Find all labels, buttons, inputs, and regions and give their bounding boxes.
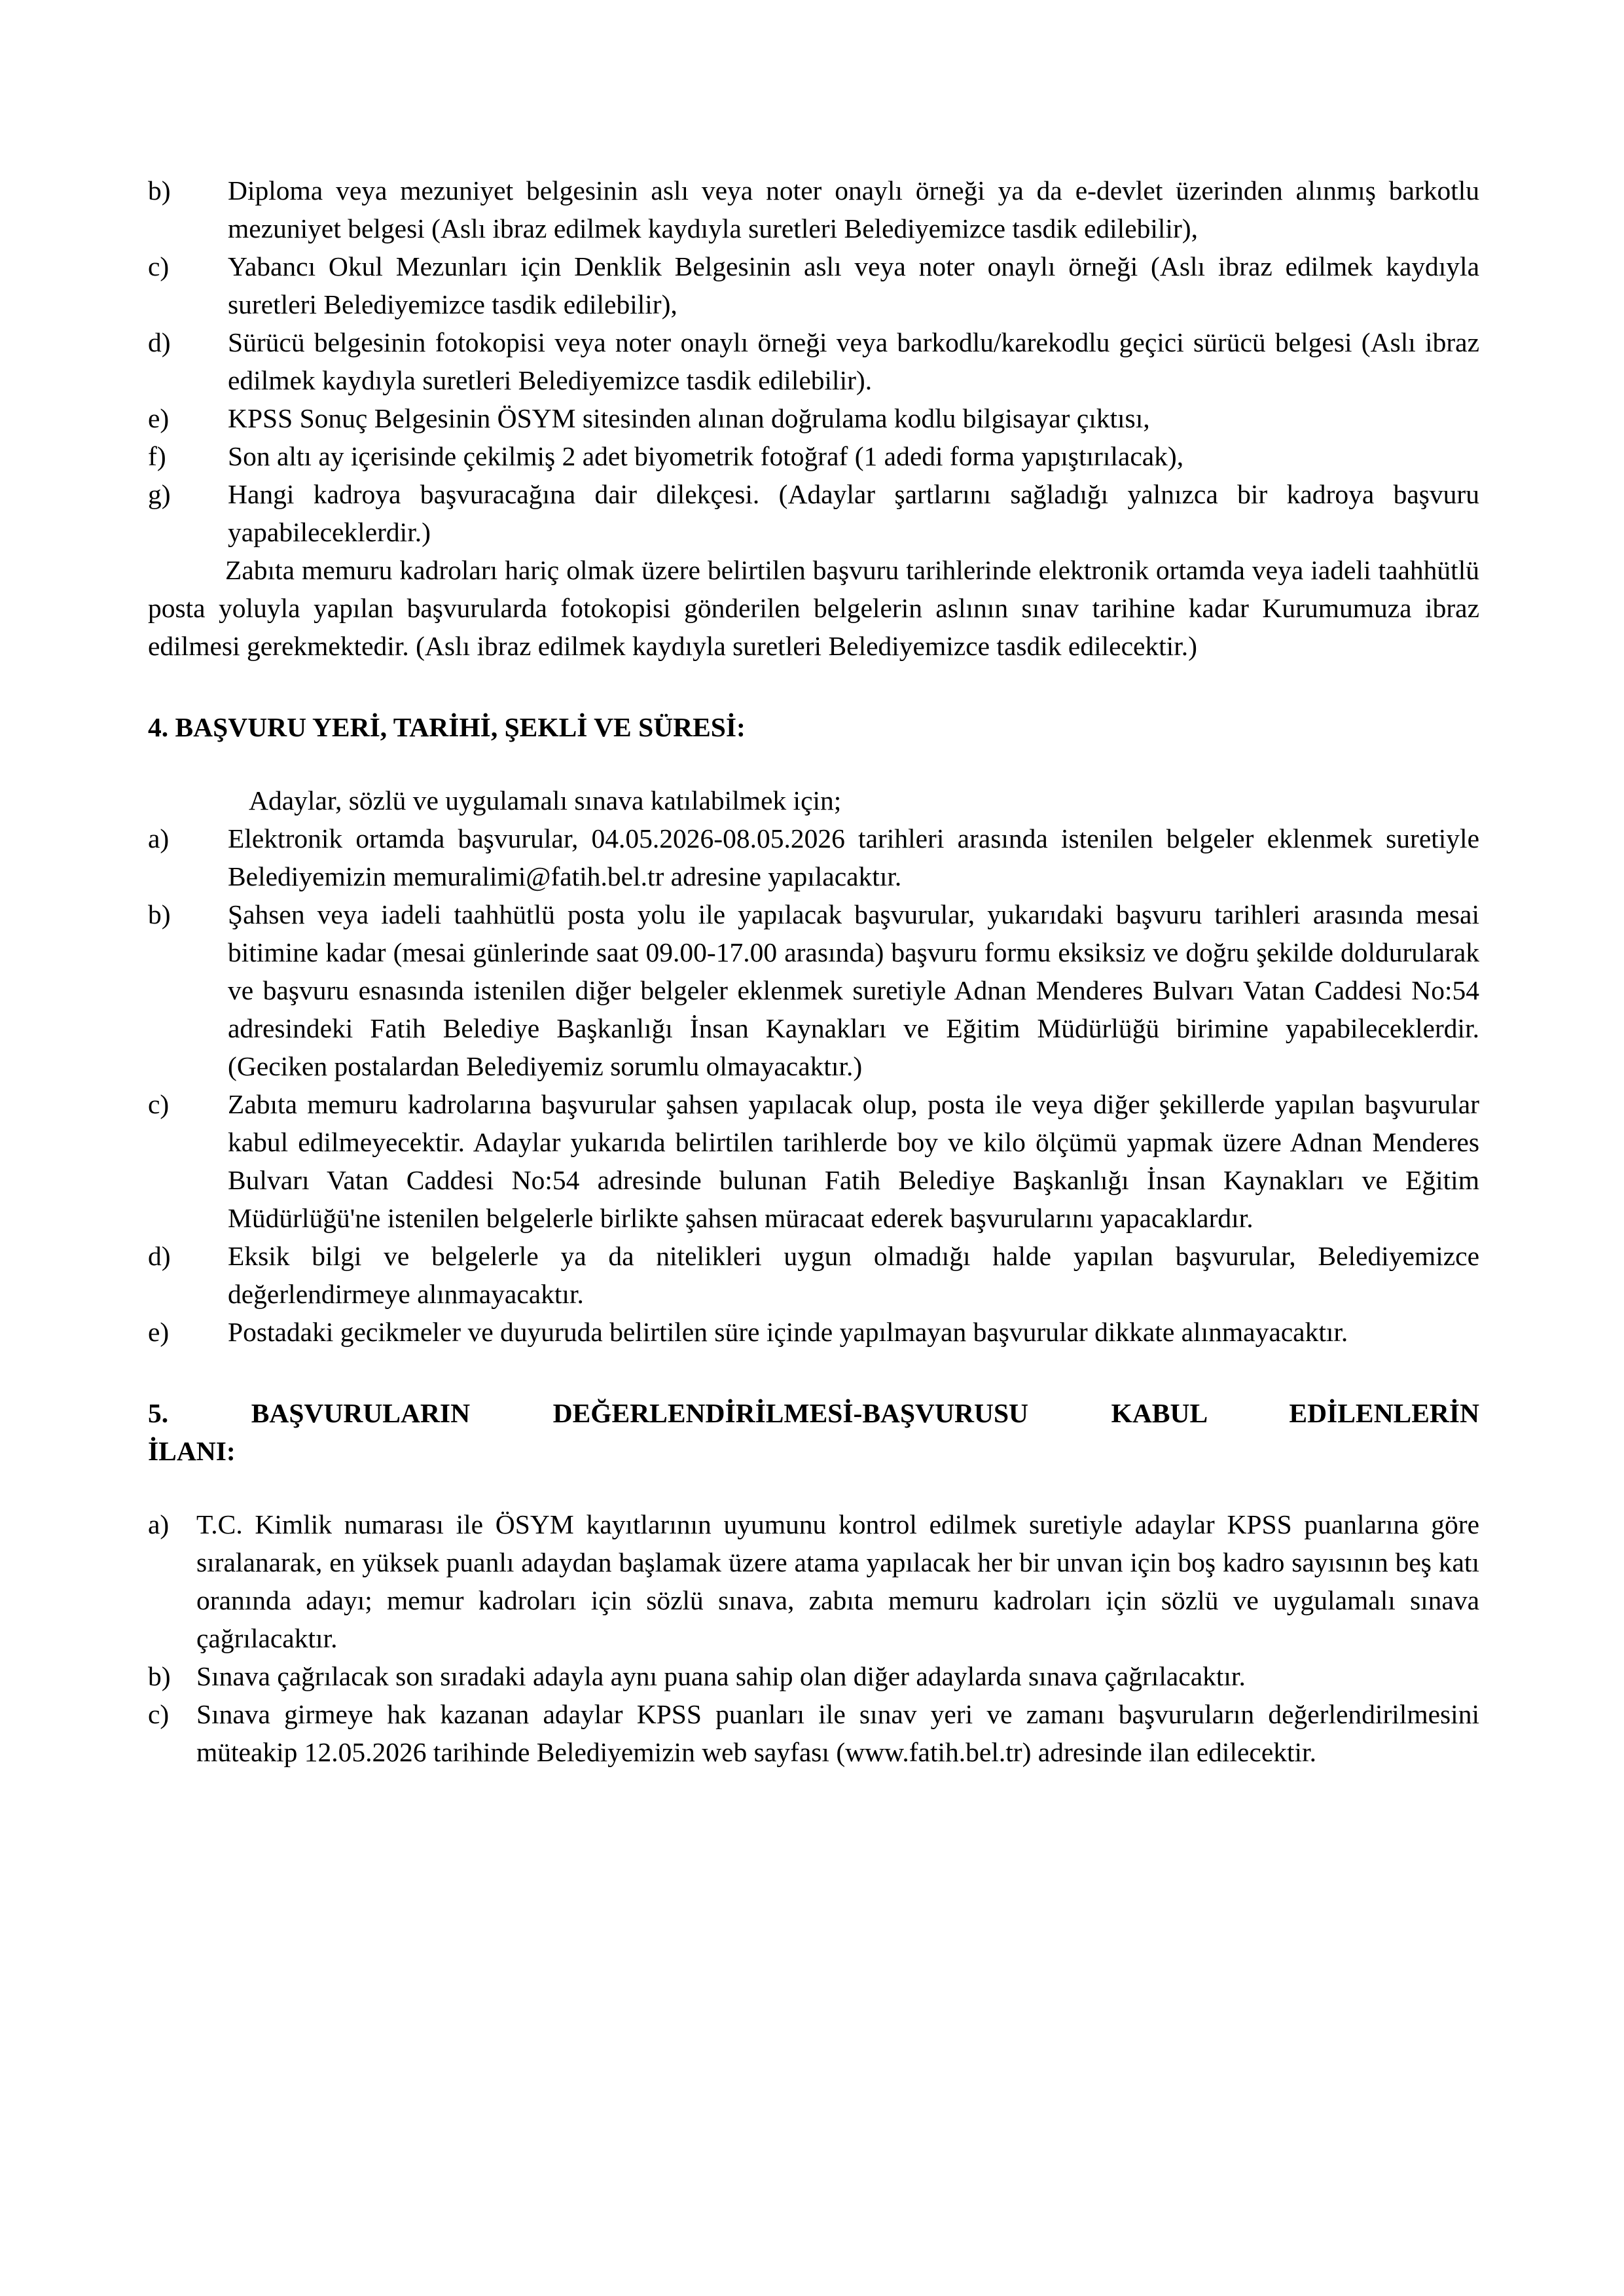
list-item [148,895,1479,1085]
requirements-list [148,171,1479,551]
list-item [148,1313,1479,1351]
list-item [148,171,1479,247]
list-item [148,1505,1479,1657]
list-item [148,1657,1479,1695]
list-marker: d) [148,327,171,357]
list-marker: d) [148,1241,171,1271]
list-marker: b) [148,175,171,206]
list-item [148,1695,1479,1771]
list-marker: e) [148,1317,170,1347]
section-5-heading-line-2: İLANI: [148,1436,236,1466]
list-item-text: Şahsen veya iadeli taahhütlü posta yolu ile yapılacak başvurular, yukarıdaki başvuru tarihleri arasında mesai bitimine kadar (mesai günlerinde saat 09.00-17.00 arasında) başvuru formu eksiksiz ve doğru şekilde doldurularak ve başvuru esnasında istenilen diğer belgeler eklenmek suretiyle Adnan Menderes Bulvarı Vatan Caddesi No:54 adresindeki Fatih Belediye Başkanlığı İnsan Kaynakları ve Eğitim Müdürlüğü birimine yapabileceklerdir. (Geciken postalardan Belediyemiz sorumlu olmayacaktır.) [228,899,1479,1081]
list-item [148,323,1479,399]
list-marker: f) [148,441,166,471]
spacer [148,665,1479,708]
list-item-text: Sınava girmeye hak kazanan adaylar KPSS puanları ile sınav yeri ve zamanı başvuruların değerlendirilmesini müteakip 12.05.2026 tarihinde Belediyemizin web sayfası (www.fatih.bel.tr) adresinde ilan edilecektir. [196,1699,1479,1767]
document-body [148,171,1479,1771]
list-item-text: Son altı ay içerisinde çekilmiş 2 adet biyometrik fotoğraf (1 adedi forma yapıştırılacak), [228,441,1184,471]
list-marker: a) [148,1509,170,1539]
list-item [148,247,1479,323]
list-item [148,1085,1479,1237]
list-marker: b) [148,899,171,929]
list-item-text: Zabıta memuru kadrolarına başvurular şahsen yapılacak olup, posta ile veya diğer şekillerde yapılan başvurular kabul edilmeyecektir. Adaylar yukarıda belirtilen tarihlerde boy ve kilo ölçümü yapmak üzere Adnan Menderes Bulvarı Vatan Caddesi No:54 adresinde bulunan Fatih Belediye Başkanlığı İnsan Kaynakları ve Eğitim Müdürlüğü'ne istenilen belgelerle birlikte şahsen müracaat ederek başvurularını yapacaklardır. [228,1089,1479,1233]
list-marker: a) [148,823,170,853]
requirements-closing-paragraph: Zabıta memuru kadroları hariç olmak üzere belirtilen başvuru tarihlerinde elektronik ortamda veya iadeli taahhütlü posta yoluyla yapılan başvurularda fotokopisi gönderilen belgelerin aslının sınav tarihine kadar Kurumumuza ibraz edilmesi gerekmektedir. (Aslı ibraz edilmek kaydıyla suretleri Belediyemizce tasdik edilecektir.) [148,555,1479,661]
list-item-text: Elektronik ortamda başvurular, 04.05.2026-08.05.2026 tarihleri arasında istenilen belgeler eklenmek suretiyle Belediyemizin memuralimi@fatih.bel.tr adresine yapılacaktır. [228,823,1479,891]
list-marker: g) [148,479,171,509]
list-marker: c) [148,1699,170,1729]
list-item-text: Eksik bilgi ve belgelerle ya da nitelikleri uygun olmadığı halde yapılan başvurular, Belediyemizce değerlendirmeye alınmayacaktır. [228,1241,1479,1309]
list-item-text: Sürücü belgesinin fotokopisi veya noter onaylı örneği veya barkodlu/karekodlu geçici sürücü belgesi (Aslı ibraz edilmek kaydıyla suretleri Belediyemizce tasdik edilebilir). [228,327,1479,395]
list-item-text: Hangi kadroya başvuracağına dair dilekçesi. (Adaylar şartlarını sağladığı yalnızca bir kadroya başvuru yapabileceklerdir.) [228,479,1479,547]
list-marker: e) [148,403,170,433]
list-item-text: KPSS Sonuç Belgesinin ÖSYM sitesinden alınan doğrulama kodlu bilgisayar çıktısı, [228,403,1150,433]
section-4-lead: Adaylar, sözlü ve uygulamalı sınava katılabilmek için; [249,785,842,816]
list-item-text: Sınava çağrılacak son sıradaki adayla aynı puana sahip olan diğer adaylarda sınava çağrılacaktır. [196,1661,1246,1691]
list-marker: b) [148,1661,171,1691]
spacer [148,1351,1479,1394]
section-5-list [148,1505,1479,1771]
list-marker: c) [148,1089,170,1119]
list-item [148,399,1479,437]
section-5-heading [148,1394,1479,1470]
list-item [148,819,1479,895]
spacer [148,746,1479,781]
list-item-text: T.C. Kimlik numarası ile ÖSYM kayıtlarının uyumunu kontrol edilmek suretiyle adaylar KPSS puanlarına göre sıralanarak, en yüksek puanlı adaydan başlamak üzere atama yapılacak her bir unvan için boş kadro sayısının beş katı oranında adayı; memur kadroları için sözlü sınava, zabıta memuru kadroları için sözlü ve uygulamalı sınava çağrılacaktır. [196,1509,1479,1653]
spacer [148,1470,1479,1505]
list-item [148,437,1479,475]
list-item-text: Postadaki gecikmeler ve duyuruda belirtilen süre içinde yapılmayan başvurular dikkate alınmayacaktır. [228,1317,1348,1347]
list-item-text: Diploma veya mezuniyet belgesinin aslı veya noter onaylı örneği ya da e-devlet üzerinden alınmış barkotlu mezuniyet belgesi (Aslı ibraz edilmek kaydıyla suretleri Belediyemizce tasdik edilebilir), [228,175,1479,243]
list-item-text: Yabancı Okul Mezunları için Denklik Belgesinin aslı veya noter onaylı örneği (Aslı ibraz edilmek kaydıyla suretleri Belediyemizce tasdik edilebilir), [228,251,1479,319]
section-4-list [148,819,1479,1351]
section-4-heading: 4. BAŞVURU YERİ, TARİHİ, ŞEKLİ VE SÜRESİ: [148,712,746,742]
section-5-heading-line-1: 5. BAŞVURULARIN DEĞERLENDİRİLMESİ-BAŞVURUSU KABUL EDİLENLERİN [148,1398,1479,1428]
list-item [148,1237,1479,1313]
list-item [148,475,1479,551]
list-marker: c) [148,251,170,281]
